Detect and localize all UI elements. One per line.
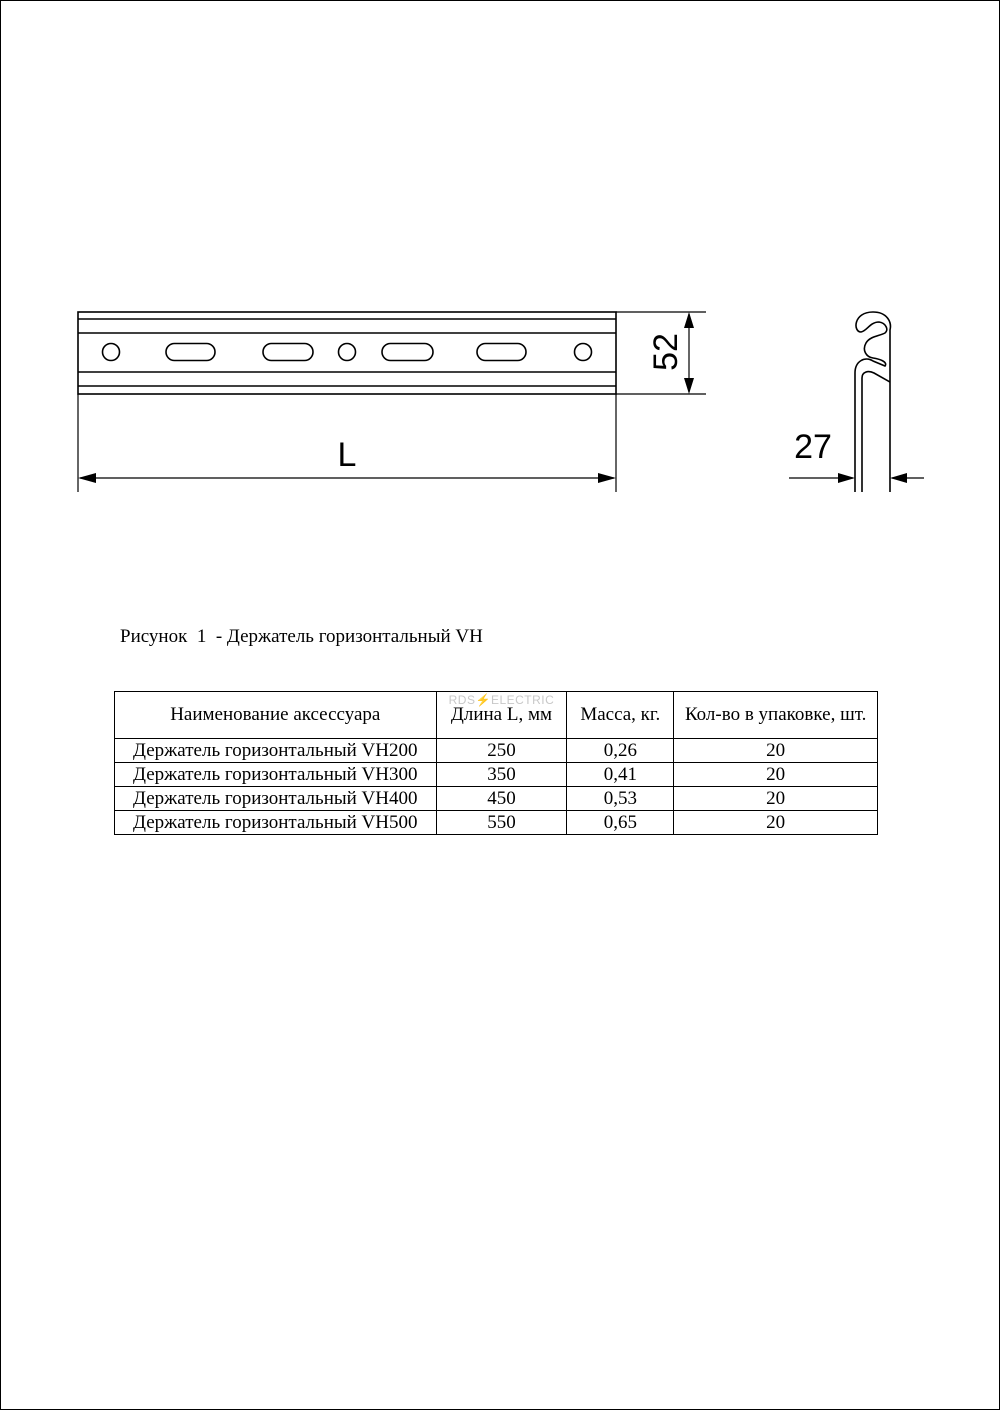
- header-mass: Масса, кг.: [567, 692, 674, 739]
- slot-hole: [382, 344, 433, 361]
- cell-length: 450: [436, 787, 567, 811]
- slot-hole: [477, 344, 526, 361]
- header-length: RDS⚡ELECTRIC Длина L, мм: [436, 692, 567, 739]
- dimension-label-length: L: [337, 436, 357, 474]
- arrow-head: [684, 312, 694, 328]
- arrow-head: [838, 473, 855, 483]
- dimension-label-depth: 27: [794, 428, 832, 466]
- cell-mass: 0,26: [567, 739, 674, 763]
- cell-name: Держатель горизонтальный VH400: [115, 787, 437, 811]
- table-row: [115, 739, 878, 763]
- cell-length: 250: [436, 739, 567, 763]
- cell-length: 550: [436, 811, 567, 835]
- cell-qty: 20: [674, 763, 878, 787]
- cell-mass: 0,41: [567, 763, 674, 787]
- bolt-icon: ⚡: [475, 693, 491, 707]
- round-hole: [575, 344, 592, 361]
- cell-name: Держатель горизонтальный VH500: [115, 811, 437, 835]
- round-hole: [103, 344, 120, 361]
- round-hole: [339, 344, 356, 361]
- cell-name: Держатель горизонтальный VH300: [115, 763, 437, 787]
- dimension-label-height: 52: [646, 333, 685, 371]
- arrow-head: [684, 378, 694, 394]
- slot-hole: [166, 344, 215, 361]
- spec-table: [114, 691, 878, 835]
- watermark: RDS⚡ELECTRIC: [448, 693, 555, 707]
- cell-name: Держатель горизонтальный VH200: [115, 739, 437, 763]
- table-row: [115, 811, 878, 835]
- header-name: Наименование аксессуара: [115, 692, 437, 739]
- table-row: [115, 763, 878, 787]
- table-row: [115, 787, 878, 811]
- rail-front-view: [78, 312, 616, 394]
- cell-length: 350: [436, 763, 567, 787]
- header-qty: Кол-во в упаковке, шт.: [674, 692, 878, 739]
- cell-mass: 0,65: [567, 811, 674, 835]
- cell-qty: 20: [674, 787, 878, 811]
- cell-mass: 0,53: [567, 787, 674, 811]
- technical-drawing: [0, 0, 1000, 560]
- rail-side-profile: [855, 312, 890, 492]
- table-header-row: [115, 692, 878, 739]
- arrow-head: [598, 473, 616, 483]
- arrow-head: [890, 473, 907, 483]
- slot-hole: [263, 344, 313, 361]
- cell-qty: 20: [674, 739, 878, 763]
- figure-caption: Рисунок 1 - Держатель горизонтальный VH: [120, 626, 483, 647]
- cell-qty: 20: [674, 811, 878, 835]
- arrow-head: [78, 473, 96, 483]
